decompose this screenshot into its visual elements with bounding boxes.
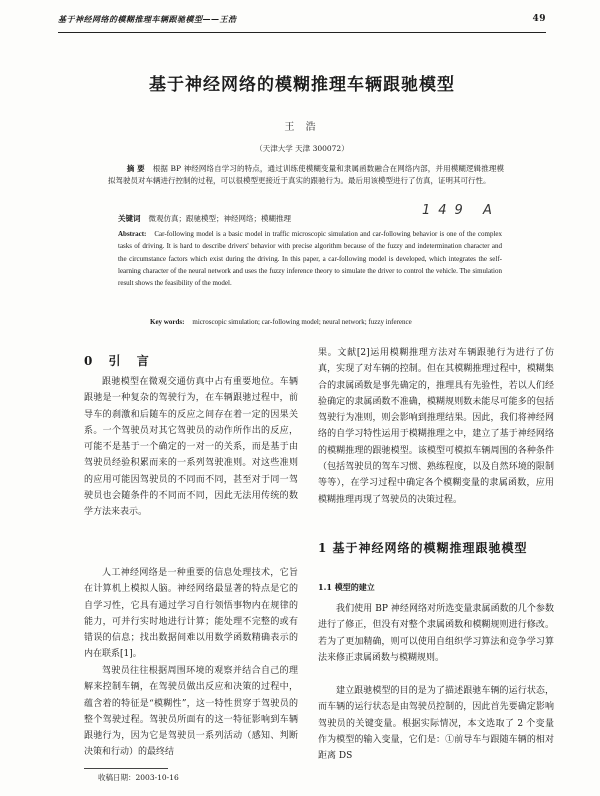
- keywords-zh-label: 关键词: [118, 214, 141, 223]
- section-1-heading: 1 基于神经网络的模糊推理跟驰模型: [318, 541, 528, 555]
- keywords-en: [150, 318, 510, 326]
- running-header: [58, 14, 546, 30]
- abstract-zh: [108, 163, 504, 186]
- handwritten-annotation: 149 A: [422, 203, 500, 218]
- page-number: 49: [532, 14, 546, 24]
- header-rule: [58, 32, 546, 33]
- abstract-en: [118, 228, 502, 289]
- keywords-zh: [118, 213, 378, 224]
- abstract-zh-text: 根据 BP 神经网络自学习的特点，通过训练使模糊变量和隶属函数融合在网络内部，并用模糊逻辑推理模拟驾驶员对车辆进行控制的过程，可以很模型更接近于真实的跟驰行为。最后用该模型进行了仿真，证明其可行性。: [108, 164, 504, 185]
- intro-paragraph-1: 跟驰模型在微观交通仿真中占有重要地位。车辆跟驰是一种复杂的驾驶行为，在车辆跟驰过程中，前导车的刹激和后随车的反应之间存在着一定的因果关系。一个驾驶员对其它驾驶员的动作所作出的反应，可能不是基于一个确定的一对一的关系，而是基于由驾驶员经验积累而来的一系列驾驶准则。对这些准则的应用可能因驾驶员的不同而不同，甚至对于同一驾驶员也会随条件的不同而不同，因此无法用传统的数学方法来表示。: [84, 377, 298, 518]
- received-date-footnote: 收稿日期：2003-10-16: [98, 773, 179, 782]
- section-1-1-heading: 1.1 模型的建立: [318, 582, 375, 592]
- running-title: 基于神经网络的模糊推理车辆跟驰模型——王浩: [58, 14, 237, 24]
- keywords-en-label: Key words:: [150, 318, 185, 326]
- keywords-zh-text: 微观仿真；跟驰模型；神经网络；模糊推理: [148, 214, 291, 223]
- author: 王 浩: [284, 122, 320, 133]
- keywords-en-text: microscopic simulation; car-following model; neural network; fuzzy inference: [192, 318, 412, 326]
- intro-heading: 0 引 言: [84, 354, 155, 368]
- footnote-rule: [84, 768, 168, 769]
- abstract-en-label: Abstract:: [118, 230, 147, 238]
- intro-paragraph-continued: 果。文献[2]运用模糊推理方法对车辆跟驰行为进行了仿真，实现了对车辆的控制。但在其模糊推理过程中，模糊集合的隶属函数是事先确定的，推理具有先验性，若以人们经验确定的隶属函数不准确，模糊规则数未能尽可能多的包括驾驶行为准则，则会影响到推理结果。因此，我们将神经网络的自学习特性运用于模糊推理之中，建立了基于神经网络的模糊推理的跟驰模型。该模型可模拟车辆周围的各种条件（包括驾驶员的驾车习惯、熟练程度，以及自然环境的限制等等），在学习过程中确定各个模糊变量的隶属函数，应用模糊推理再现了驾驶员的决策过程。: [318, 348, 554, 505]
- intro-paragraph-3: 驾驶员往往根据周围环境的观察并结合自己的理解来控制车辆，在驾驶员做出反应和决策的过程中，蕴含着的特征是“模糊性”，这一特性贯穿于驾驶员的整个驾驶过程。驾驶员所面有的这一特征影响到车辆跟驰行为，因为它是驾驶员一系列活动（感知、判断决策和行动）的最终结: [84, 666, 298, 758]
- abstract-en-text: Car-following model is a basic model in traffic microscopic simulation and car-following behavior is one of the complex tasks of driving. It is hard to describe drivers' behavior with precise algorithm because of the fuzzy and indetermination character and the circumstance factors which exist during the driving. In this paper, a car-following model is developed, which integrates the self-learning character of the neural network and uses the fuzzy inference theory to simulate the driver to control the vehicle. The simulation result shows the feasibility of the model.: [118, 230, 502, 288]
- intro-paragraph-2: 人工神经网络是一种重要的信息处理技术，它旨在计算机上模拟人脑。神经网络最显著的特点是它的自学习性，它具有通过学习自行领悟事物内在规律的能力，可并行实时地进行计算；能处理不完整的或有错误的信息；找出数据间难以用数学函数精确表示的内在联系[1]。: [84, 568, 298, 660]
- paper-title: 基于神经网络的模糊推理车辆跟驰模型: [149, 75, 455, 95]
- section-1-1-paragraph-1: 我们使用 BP 神经网络对所选变量隶属函数的几个参数进行了修正，但没有对整个隶属函数和模糊规则进行修改。若为了更加精确，则可以使用自组织学习算法和竞争学习算法来修正隶属函数与模糊规则。: [318, 604, 554, 663]
- abstract-zh-label: 摘 要: [126, 164, 145, 173]
- section-1-1-paragraph-2: 建立跟驰模型的目的是为了描述跟驰车辆的运行状态，而车辆的运行状态是由驾驶员控制的，因此首先要确定影响驾驶员的关键变量。根据实际情况，本文选取了 2 个变量作为模型的输入变量，它们是：①前导车与跟随车辆的相对距离 DS: [318, 686, 554, 762]
- affiliation: （天津大学 天津 300072）: [255, 144, 349, 153]
